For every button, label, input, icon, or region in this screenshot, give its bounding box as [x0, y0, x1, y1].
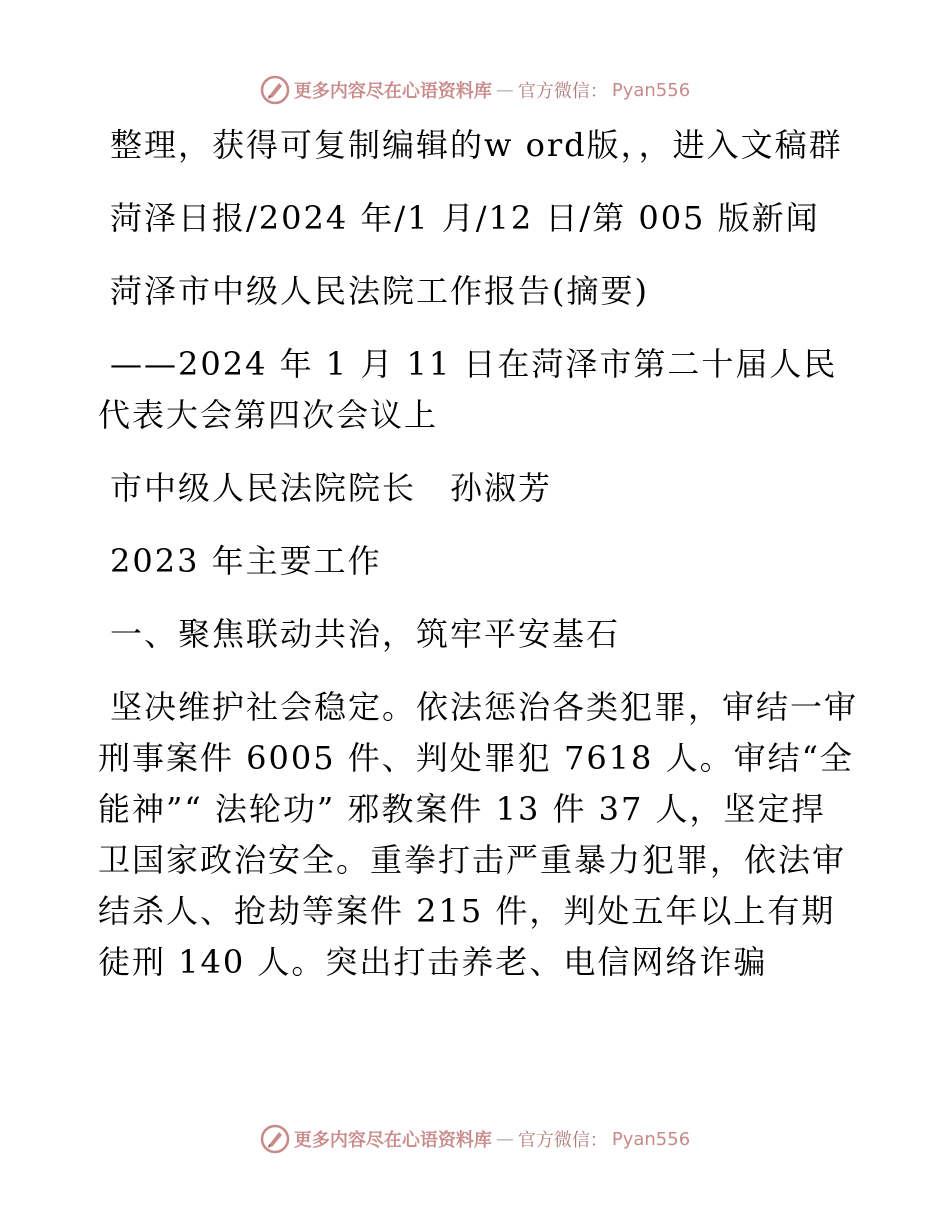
report-title: 菏泽市中级人民法院工作报告(摘要) [110, 272, 649, 310]
report-occasion: ——2024 年 1 月 11 日在菏泽市第二十届人民代表大会第四次会议上 [98, 345, 838, 434]
paragraph-body: 坚决维护社会稳定。依法惩治各类犯罪，审结一审刑事案件 6005 件、判处罪犯 7618 人。审结“全能神”“ 法轮功” 邪教案件 13 件 37 人，坚定捍卫国家政治安全。重拳打击严重暴力犯罪，依法审结杀人、抢劫等案件 215 件，判处五年以上有期徒刑 140 人。突出打击养老、电信网络诈骗 [98, 688, 859, 981]
document-body [98, 120, 858, 988]
subsection-heading: 一、聚焦联动共治，筑牢平安基石 [110, 615, 621, 653]
footer-watermark [0, 1119, 950, 1159]
paragraph-source: 菏泽日报/2024 年/1 月/12 日/第 005 版新闻 [110, 199, 820, 237]
watermark-text: 更多内容尽在心语资料库 [293, 81, 492, 102]
watermark-account: Pyan556 [611, 1128, 691, 1150]
watermark-separator: — [495, 1128, 514, 1150]
section-heading: 2023 年主要工作 [110, 542, 382, 580]
watermark-separator: — [495, 79, 514, 101]
report-author: 市中级人民法院院长 孙淑芳 [110, 469, 553, 507]
watermark-official-label: 官方微信： [517, 81, 608, 102]
watermark-official-label: 官方微信： [517, 1130, 608, 1151]
watermark-account: Pyan556 [611, 79, 691, 101]
pen-seal-icon [260, 1124, 290, 1154]
watermark-text: 更多内容尽在心语资料库 [293, 1130, 492, 1151]
header-watermark [0, 70, 950, 110]
paragraph-intro: 整理，获得可复制编辑的w ord版，，进入文稿群 [110, 126, 843, 164]
pen-seal-icon [260, 75, 290, 105]
